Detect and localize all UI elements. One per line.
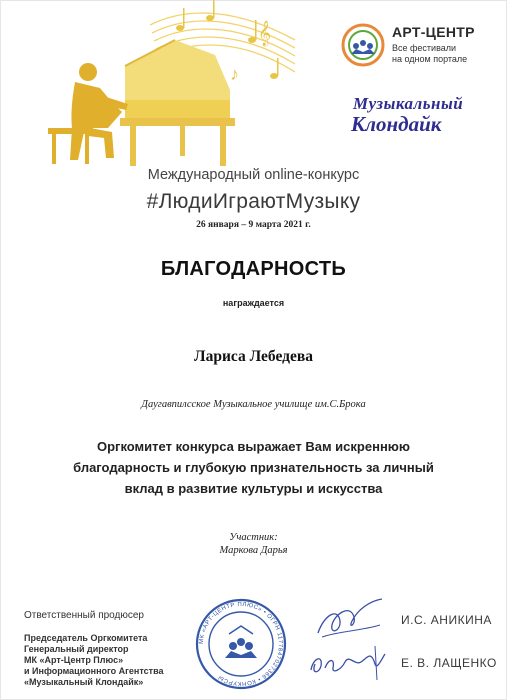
musical-klondike-logo xyxy=(347,90,497,140)
certificate-title: БЛАГОДАРНОСТЬ xyxy=(160,258,347,280)
art-center-emblem-icon xyxy=(340,22,386,68)
chair-line-2: Генеральный директор xyxy=(24,644,129,654)
svg-text:𝄞: 𝄞 xyxy=(258,20,272,45)
contest-dates: 26 января – 9 марта 2021 г. xyxy=(196,220,311,230)
official-seal xyxy=(195,598,287,690)
chair-line-3: МК «Арт-Центр Плюс» xyxy=(24,655,124,665)
chair-line-5: «Музыкальный Клондайк» xyxy=(24,677,144,687)
participant-block xyxy=(0,531,507,557)
art-center-name: АРТ-ЦЕНТР xyxy=(392,24,475,40)
tagline-line-2: на одном портале xyxy=(392,54,468,64)
message-line-1: Оргкомитет конкурса выражает Вам искреннюю xyxy=(96,439,410,454)
signer-1-name: И.С. АНИКИНА xyxy=(401,613,492,627)
institution-name: Даугавпилсское Музыкальное училище им.С.Брока xyxy=(141,399,366,410)
contest-subtitle: Международный online-конкурс xyxy=(147,167,360,183)
svg-text:♪: ♪ xyxy=(230,64,239,84)
awarded-label: награждается xyxy=(222,298,285,308)
art-center-tagline xyxy=(392,43,467,65)
gratitude-message xyxy=(0,436,507,499)
signature-2 xyxy=(305,640,390,685)
brand-line-1: Музыкальный xyxy=(353,94,464,113)
producer-label: Ответственный продюсер xyxy=(24,610,144,621)
seal-text: МК «АРТ-ЦЕНТР ПЛЮС» • ОГРН 1177847027366 • КОНКУРСЫ xyxy=(198,601,284,687)
tagline-line-1: Все фестивали xyxy=(392,43,457,53)
grand-piano-icon xyxy=(120,40,235,166)
signer-2-name: Е. В. ЛАЩЕНКО xyxy=(401,656,497,670)
recipient-name: Лариса Лебедева xyxy=(194,348,313,365)
participant-name: Маркова Дарья xyxy=(219,545,288,556)
signature-1 xyxy=(310,595,390,645)
brand-line-2: Клондайк xyxy=(351,112,442,136)
message-line-3: вклад в развитие культуры и искусства xyxy=(124,481,383,496)
chair-line-4: и Информационного Агентства xyxy=(24,666,164,676)
participant-label: Участник: xyxy=(229,532,278,543)
message-line-2: благодарность и глубокую признательность за личный xyxy=(73,460,434,475)
pianist-silhouette-icon xyxy=(48,63,128,164)
seal-emblem-icon xyxy=(225,626,257,658)
art-center-logo xyxy=(340,20,500,72)
chair-line-1: Председатель Оргкомитета xyxy=(24,633,148,643)
chairman-block xyxy=(24,633,164,688)
contest-hashtag: #ЛюдиИграютМузыку xyxy=(146,190,361,213)
pianist-illustration xyxy=(30,0,300,175)
